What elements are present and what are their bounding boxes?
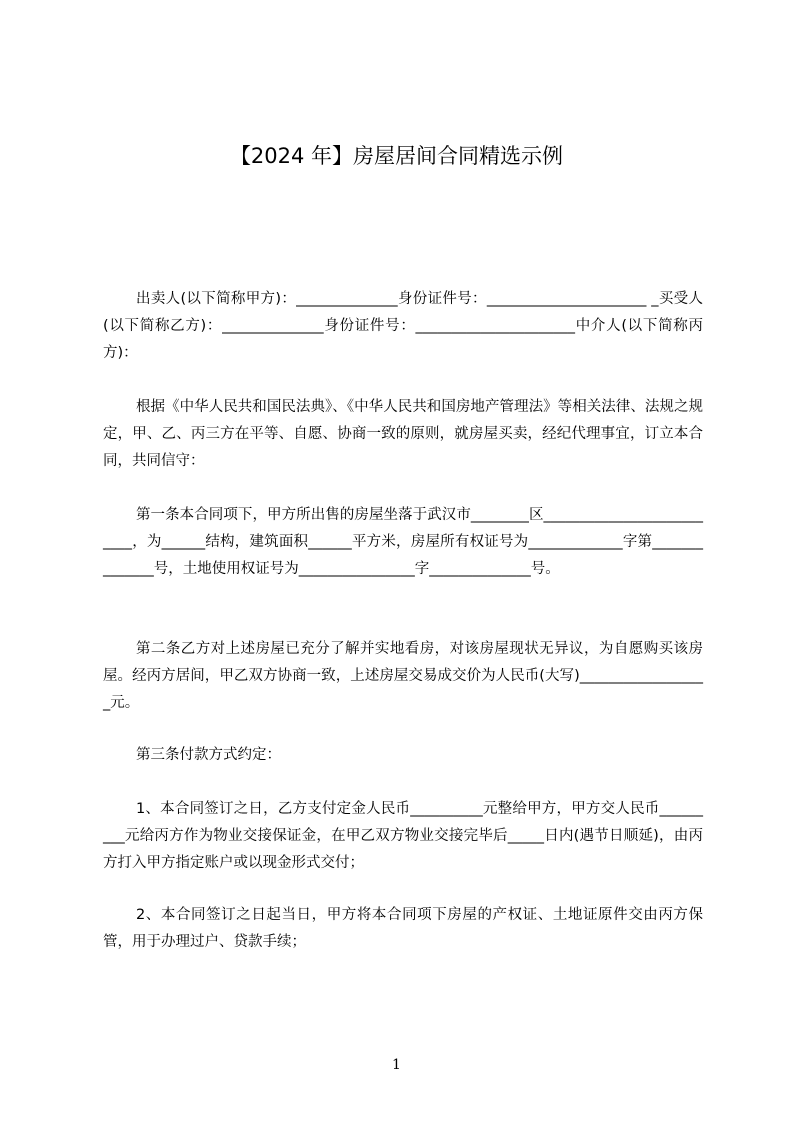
paragraph-legal-basis: 根据《中华人民共和国民法典》、《中华人民共和国房地产管理法》等相关法律、法规之规定，甲、乙、丙三方在平等、自愿、协商一致的原则，就房屋买卖，经纪代理事宜，订立本合同，共同信守： bbox=[103, 399, 703, 469]
paragraph-article-3-heading: 第三条付款方式约定： bbox=[136, 747, 281, 763]
paragraph-article-2: 第二条乙方对上述房屋已充分了解并实地看房，对该房屋现状无异议，为自愿购买该房屋。经丙方居间，甲乙双方协商一致，上述房屋交易成交价为人民币(大写)__________________元。 bbox=[103, 641, 703, 711]
paragraph-parties: 出卖人(以下简称甲方)：______________身份证件号：______________________ _买受人(以下简称乙方)：______________身份证件号：______________________中介人(以下简称丙方)： bbox=[103, 291, 703, 361]
paragraph-article-3-item-2: 2、本合同签订之日起当日，甲方将本合同项下房屋的产权证、土地证原件交由丙方保管，用于办理过户、贷款手续； bbox=[103, 907, 703, 950]
paragraph-article-3-item-1: 1、本合同签订之日，乙方支付定金人民币__________元整给甲方，甲方交人民币_________元给丙方作为物业交接保证金，在甲乙双方物业交接完毕后_____日内(遇节日顺延)，由丙方打入甲方指定账户或以现金形式交付； bbox=[103, 801, 703, 871]
page-number: 1 bbox=[392, 1057, 401, 1073]
document-title: 【2024 年】房屋居间合同精选示例 bbox=[229, 144, 564, 168]
paragraph-article-1: 第一条本合同项下，甲方所出售的房屋坐落于武汉市________区__________________________，为______结构，建筑面积______平方米，房屋所有权证号为_____________字第______________号，土地使用权证号为________________字______________号。 bbox=[103, 507, 703, 577]
